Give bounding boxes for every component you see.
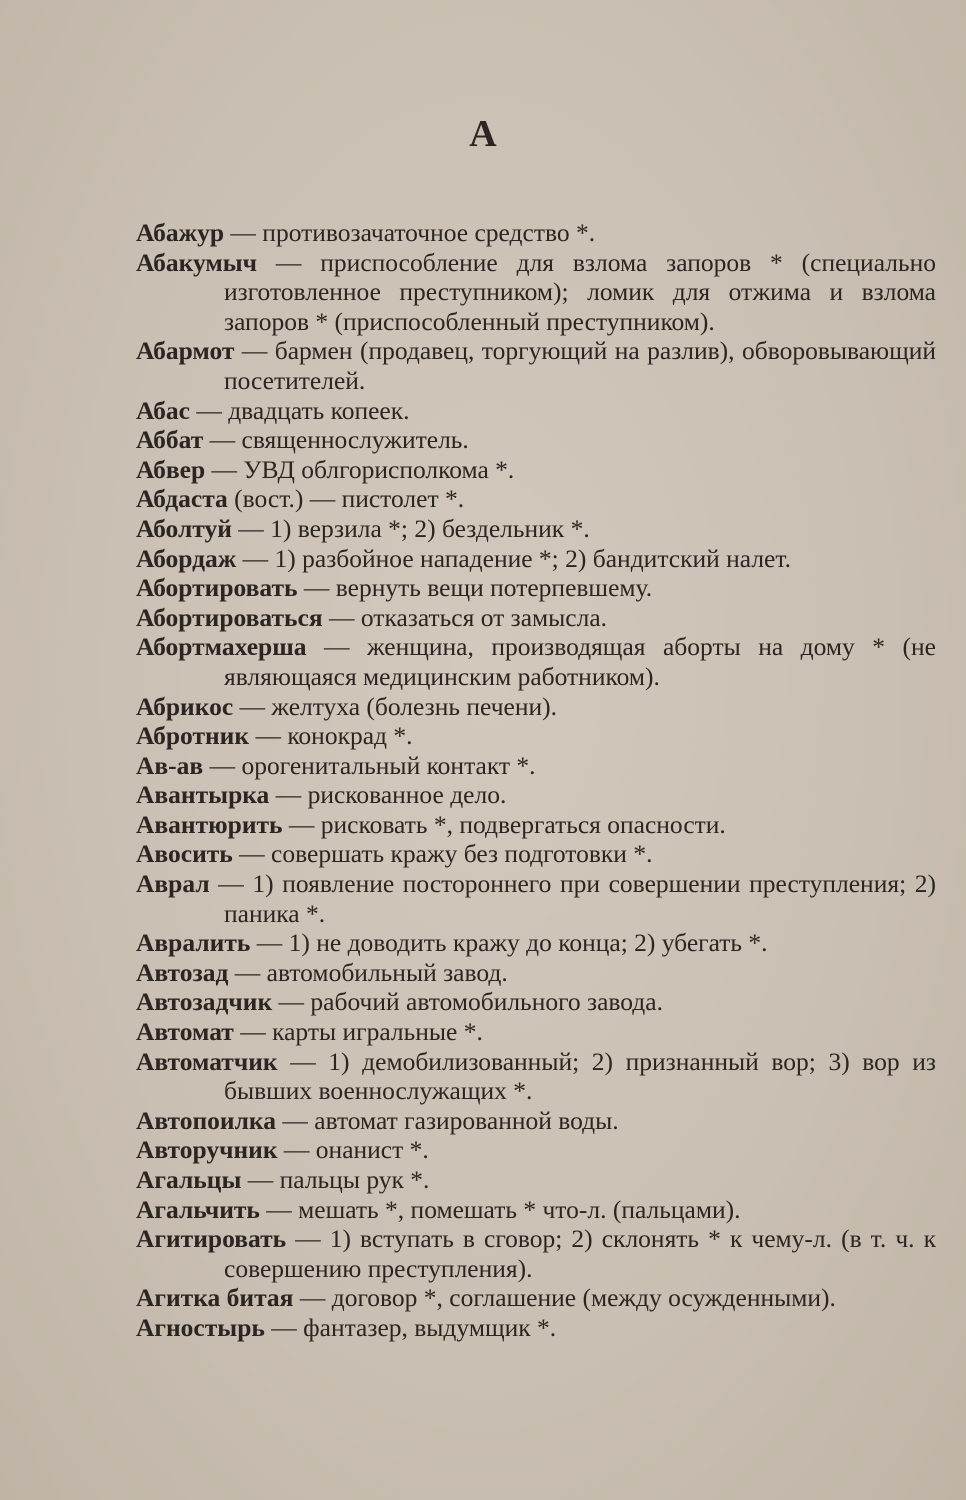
entry-headword: Ав-ав xyxy=(136,750,204,780)
entry-headword: Абортироваться xyxy=(136,602,323,632)
entry-headword: Агитка битая xyxy=(136,1283,294,1313)
dictionary-entry xyxy=(136,336,936,395)
entry-definition: — 1) разбойное нападение *; 2) бандитский налет. xyxy=(236,543,791,573)
entry-definition: — конокрад *. xyxy=(249,721,413,751)
entry-definition: — вернуть вещи потерпевшему. xyxy=(297,573,653,603)
entry-definition: — фантазер, выдумщик *. xyxy=(264,1312,557,1342)
entry-headword: Аббат xyxy=(136,425,204,455)
entry-list xyxy=(136,218,936,1343)
entry-headword: Абармот xyxy=(136,336,235,366)
dictionary-entry xyxy=(136,692,936,722)
dictionary-entry xyxy=(136,987,936,1017)
entry-definition: — противозачаточное средство *. xyxy=(224,218,596,247)
entry-headword: Агностырь xyxy=(136,1312,265,1342)
entry-definition: — договор *, соглашение (между осужденными). xyxy=(293,1283,836,1313)
entry-headword: Абортировать xyxy=(136,573,298,603)
entry-headword: Авантырка xyxy=(136,780,270,810)
dictionary-entry xyxy=(136,218,936,248)
section-letter: А xyxy=(469,113,497,155)
dictionary-entry xyxy=(136,396,936,426)
entry-definition: — мешать *, помешать * что-л. (пальцами). xyxy=(259,1194,741,1224)
entry-definition: — желтуха (болезнь печени). xyxy=(233,691,558,721)
entry-headword: Автопоилка xyxy=(136,1105,276,1135)
entry-definition: — орогенитальный контакт *. xyxy=(203,750,536,780)
entry-headword: Авторучник xyxy=(136,1135,278,1165)
dictionary-entry xyxy=(136,1017,936,1047)
dictionary-entry xyxy=(136,544,936,574)
entry-headword: Абас xyxy=(136,395,190,425)
entry-definition: — рискованное дело. xyxy=(269,780,507,810)
entry-definition: — священнослужитель. xyxy=(203,425,469,455)
dictionary-entry xyxy=(136,928,936,958)
dictionary-entry xyxy=(136,1224,936,1283)
dictionary-entry xyxy=(136,484,936,514)
entry-definition: — УВД облгорисполкома *. xyxy=(205,454,515,484)
dictionary-entry xyxy=(136,1135,936,1165)
entry-definition: — автомобильный завод. xyxy=(228,957,508,987)
dictionary-entry xyxy=(136,455,936,485)
dictionary-entry xyxy=(136,1313,936,1343)
entry-headword: Авосить xyxy=(136,839,233,869)
dictionary-entry xyxy=(136,1047,936,1106)
dictionary-entry xyxy=(136,1106,936,1136)
entry-definition: — пальцы рук *. xyxy=(241,1165,430,1194)
entry-headword: Агальцы xyxy=(136,1165,242,1194)
entry-definition: (вост.) — пистолет *. xyxy=(227,484,465,514)
dictionary-entry xyxy=(136,1283,936,1313)
entry-headword: Аболтуй xyxy=(136,513,232,543)
entry-definition: — 1) демобилизованный; 2) признанный вор; 3) вор из бывших военнослужащих *. xyxy=(224,1046,936,1106)
dictionary-entry xyxy=(136,839,936,869)
entry-headword: Автомат xyxy=(136,1017,234,1047)
entry-headword: Авантюрить xyxy=(136,809,283,839)
entry-headword: Абордаж xyxy=(136,543,237,573)
entry-headword: Автозадчик xyxy=(136,987,273,1017)
entry-headword: Аврал xyxy=(136,869,210,899)
entry-headword: Автоматчик xyxy=(136,1046,278,1076)
dictionary-entry xyxy=(136,1165,936,1195)
entry-headword: Абвер xyxy=(136,454,206,484)
entry-definition: — рабочий автомобильного завода. xyxy=(272,987,663,1017)
dictionary-entry xyxy=(136,958,936,988)
entry-definition: — карты игральные *. xyxy=(233,1017,483,1047)
entry-headword: Абажур xyxy=(136,218,225,247)
dictionary-entry xyxy=(136,869,936,928)
entry-definition: — 1) не доводить кражу до конца; 2) убегать *. xyxy=(250,928,768,958)
entry-headword: Абротник xyxy=(136,721,250,751)
entry-definition: — рисковать *, подвергаться опасности. xyxy=(282,809,726,839)
entry-definition: — женщина, производящая аборты на дому * (не являющаяся медицинским работником). xyxy=(224,632,936,691)
dictionary-entry xyxy=(136,780,936,810)
entry-definition: — двадцать копеек. xyxy=(189,395,410,425)
entry-definition: — онанист *. xyxy=(277,1135,429,1165)
entry-headword: Авралить xyxy=(136,928,251,958)
entry-headword: Абакумыч xyxy=(136,247,258,277)
dictionary-entry xyxy=(136,1195,936,1225)
dictionary-entry xyxy=(136,514,936,544)
dictionary-entry xyxy=(136,721,936,751)
dictionary-entry xyxy=(136,248,936,337)
entry-definition: — совершать кражу без подготовки *. xyxy=(232,839,653,869)
entry-headword: Агальчить xyxy=(136,1194,260,1224)
dictionary-entry xyxy=(136,751,936,781)
entry-headword: Абортмахерша xyxy=(136,632,307,662)
dictionary-entry xyxy=(136,425,936,455)
entry-headword: Агитировать xyxy=(136,1224,287,1254)
dictionary-entry xyxy=(136,632,936,691)
entry-definition: — 1) верзила *; 2) бездельник *. xyxy=(231,513,590,543)
entry-headword: Абдаста xyxy=(136,484,228,514)
entry-definition: — 1) появление постороннего при совершении преступления; 2) паника *. xyxy=(209,869,936,928)
dictionary-entry xyxy=(136,603,936,633)
entry-definition: — отказаться от замысла. xyxy=(322,602,608,632)
dictionary-entry xyxy=(136,573,936,603)
entry-headword: Автозад xyxy=(136,957,229,987)
entry-definition: — автомат газированной воды. xyxy=(276,1105,619,1135)
entry-definition: — приспособление для взлома запоров * (специально изготовленное преступником); ломик для отжима и взлома запоров * (приспособленный преступником). xyxy=(224,247,936,336)
entry-definition: — 1) вступать в сговор; 2) склонять * к чему-л. (в т. ч. к совершению преступления). xyxy=(224,1224,936,1283)
dictionary-entry xyxy=(136,810,936,840)
entry-definition: — бармен (продавец, торгующий на разлив), обворовывающий посетителей. xyxy=(224,336,936,395)
entry-headword: Абрикос xyxy=(136,691,234,721)
